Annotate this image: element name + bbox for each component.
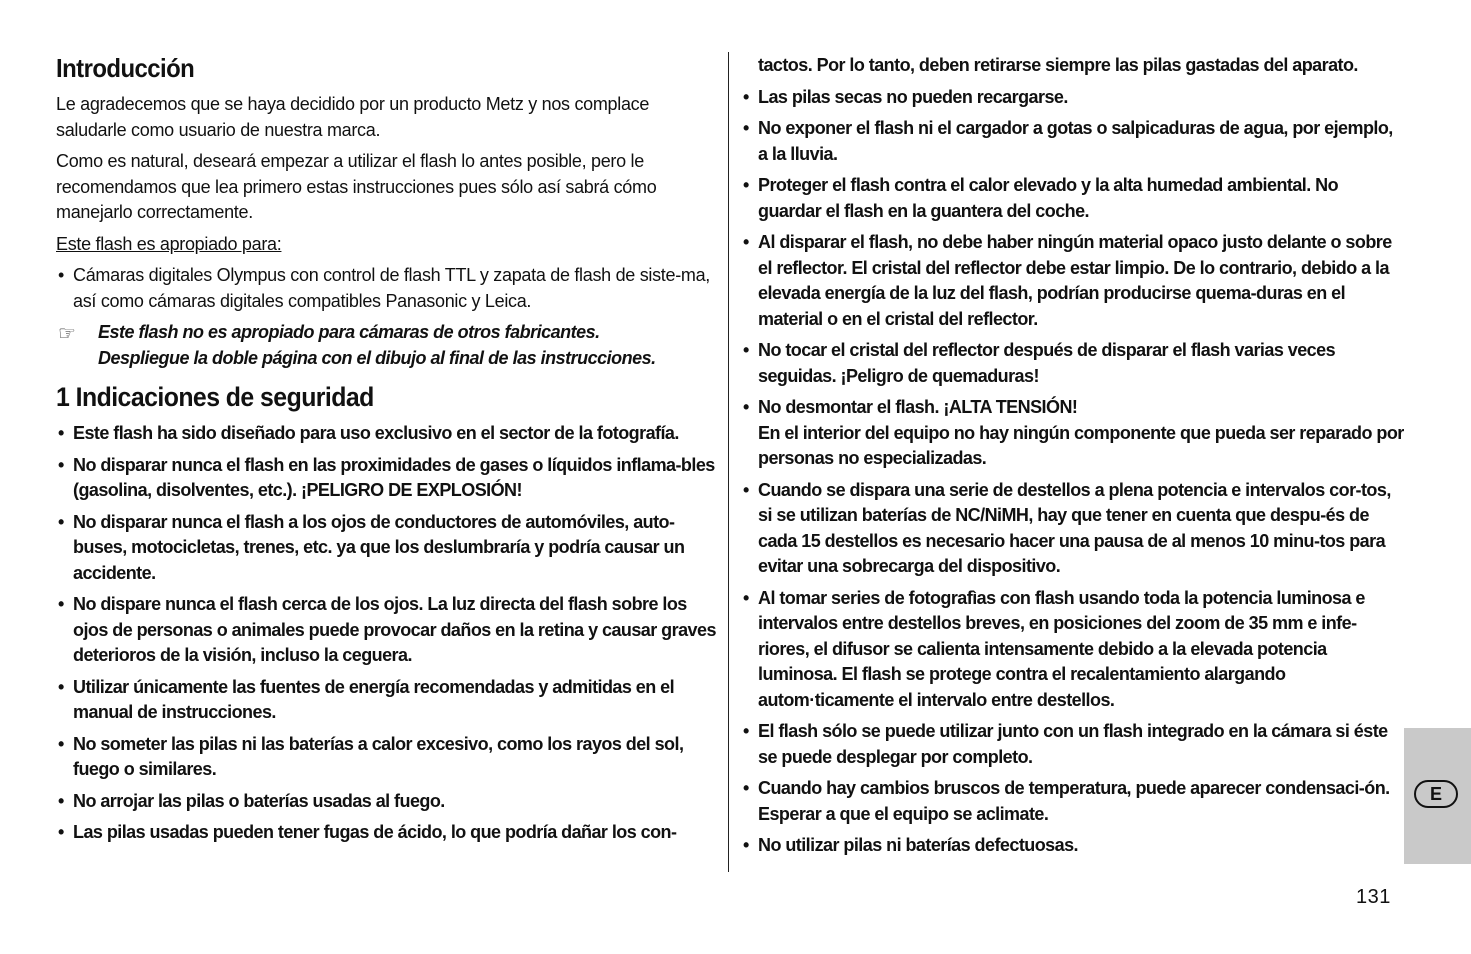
page-number: 131 (1356, 886, 1391, 908)
list-item: • Cámaras digitales Olympus con control de flash TTL y zapata de flash de siste-ma, así como cámaras digitales compatibles Panasonic y Leica. (56, 263, 718, 314)
list-item: • Al disparar el flash, no debe haber ningún material opaco justo delante o sobre el reflector. El cristal del reflector debe estar limpio. De lo contrario, debido a la elevada energía de la luz del flash, podrían producirse quema-duras en el material o en el cristal del reflector. (741, 230, 1405, 332)
intro-paragraph-2: Como es natural, deseará empezar a utilizar el flash lo antes posible, pero le recomendamos que lea primero estas instrucciones pues sólo así sabrá cómo manejarlo correctamente. (56, 151, 657, 222)
intro-paragraph-1: Le agradecemos que se haya decidido por un producto Metz y nos complace saludarle como usuario de nuestra marca. (56, 94, 650, 140)
safety-list-continued (741, 53, 1405, 859)
column-divider (728, 52, 729, 872)
pointing-hand-icon: ☞ (58, 323, 76, 345)
list-item: • Las pilas secas no pueden recargarse. (741, 85, 1405, 111)
right-column (741, 53, 1405, 865)
intro-heading: Introducción (56, 53, 195, 83)
suitable-label: Este flash es apropiado para: (56, 233, 282, 254)
list-item: • Al tomar series de fotografìas con flash usando toda la potencia luminosa e intervalos entre destellos breves, en posiciones del zoom de 35 mm e infe-riores, el difusor se calienta intensamente debido a la elevada potencia luminosa. El flash se protege contra el recalentamiento alargando autom·ticamente el intervalo entre destellos. (741, 586, 1405, 714)
left-column (56, 52, 718, 852)
list-item: • Cuando hay cambios bruscos de temperatura, puede aparecer condensaci-ón. Esperar a que el equipo se aclimate. (741, 776, 1405, 827)
list-item: • No dispare nunca el flash cerca de los ojos. La luz directa del flash sobre los ojos de personas o animales puede provocar daños en la retina y causar graves deterioros de la visión, incluso la ceguera. (56, 592, 718, 669)
safety-heading: 1 Indicaciones de seguridad (56, 382, 374, 412)
list-item: • Las pilas usadas pueden tener fugas de ácido, lo que podría dañar los con- (56, 820, 718, 846)
list-item: • No arrojar las pilas o baterías usadas al fuego. (56, 789, 718, 815)
list-item: • No desmontar el flash. ¡ALTA TENSIÓN! En el interior del equipo no hay ningún componente que pueda ser reparado por personas no especializadas. (741, 395, 1405, 472)
continuation-text: tactos. Por lo tanto, deben retirarse siempre las pilas gastadas del aparato. (758, 55, 1358, 75)
note-line-1: Este flash no es apropiado para cámaras de otros fabricantes. (98, 322, 600, 342)
list-item: • Este flash ha sido diseñado para uso exclusivo en el sector de la fotografía. (56, 421, 718, 447)
note-line-2: Despliegue la doble página con el dibujo al final de las instrucciones. (98, 347, 656, 368)
list-item: • Proteger el flash contra el calor elevado y la alta humedad ambiental. No guardar el flash en la guantera del coche. (741, 173, 1405, 224)
list-item: • Cuando se dispara una serie de destellos a plena potencia e intervalos cor-tos, si se utilizan baterías de NC/NiMH, hay que tener en cuenta que despu-és de cada 15 destellos es necesario hacer una pausa de al menos 10 minu-tos para evitar una sobrecarga del dispositivo. (741, 478, 1405, 580)
list-item: • No someter las pilas ni las baterías a calor excesivo, como los rayos del sol, fuego o similares. (56, 732, 718, 783)
language-side-tab (1404, 728, 1471, 864)
list-item: • No exponer el flash ni el cargador a gotas o salpicaduras de agua, por ejemplo, a la lluvia. (741, 116, 1405, 167)
list-item: • No tocar el cristal del reflector después de disparar el flash varias veces seguidas. ¡Peligro de quemaduras! (741, 338, 1405, 389)
list-item: • No disparar nunca el flash en las proximidades de gases o líquidos inflama-bles (gasolina, disolventes, etc.). ¡PELIGRO DE EXPLOSIÓN! (56, 453, 718, 504)
list-item: • Utilizar únicamente las fuentes de energía recomendadas y admitidas en el manual de instrucciones. (56, 675, 718, 726)
language-badge: E (1414, 780, 1458, 808)
list-item: • El flash sólo se puede utilizar junto con un flash integrado en la cámara si éste se puede desplegar por completo. (741, 719, 1405, 770)
note-block (56, 320, 718, 371)
list-item: • No utilizar pilas ni baterías defectuosas. (741, 833, 1405, 859)
safety-list (56, 421, 718, 846)
suitable-list (56, 263, 718, 314)
list-item: • No disparar nunca el flash a los ojos de conductores de automóviles, auto-buses, motocicletas, trenes, etc. ya que los deslumbraría y podría causar un accidente. (56, 510, 718, 587)
